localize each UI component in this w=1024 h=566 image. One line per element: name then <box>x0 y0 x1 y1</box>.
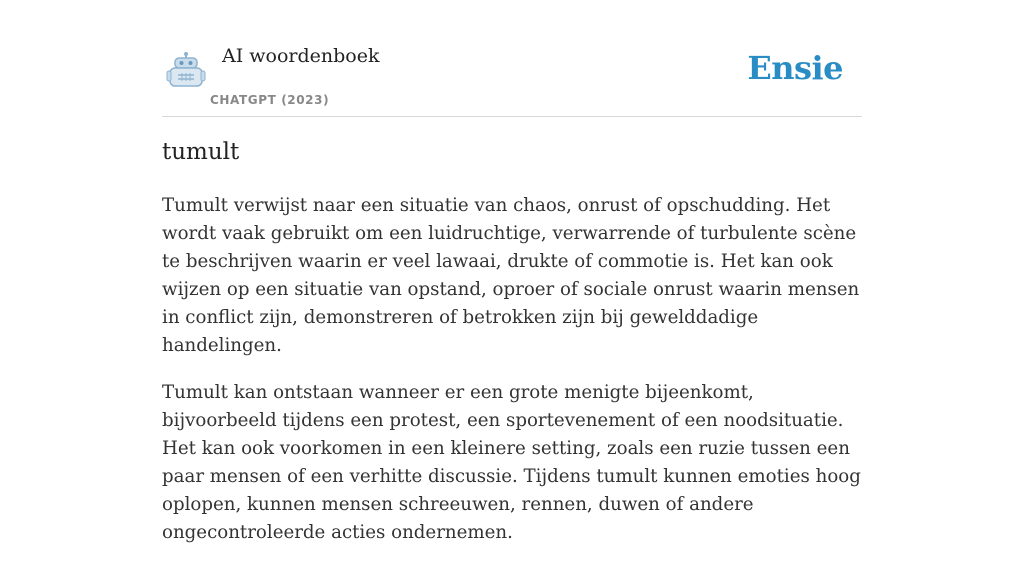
source-label: CHATGPT (2023) <box>210 93 330 107</box>
dictionary-header <box>162 38 862 117</box>
definition-paragraph: Tumult kan ontstaan wanneer er een grote menigte bijeenkomt, bijvoorbeeld tijdens een protest, een sportevenement of een noodsituatie. Het kan ook voorkomen in een kleinere setting, zoals een ruzie tussen een paar mensen of een verhitte discussie. Tijdens tumult kunnen emoties hoog oplopen, kunnen mensen schreeuwen, rennen, duwen of andere ongecontroleerde acties ondernemen. <box>162 382 861 543</box>
ensie-logo[interactable]: Ensie <box>747 49 843 87</box>
entry-term: tumult <box>162 139 240 165</box>
definition-body <box>162 192 864 566</box>
dictionary-name[interactable]: AI woordenboek <box>222 45 380 67</box>
definition-paragraph: Tumult verwijst naar een situatie van chaos, onrust of opschudding. Het wordt vaak gebruikt om een luidruchtige, verwarrende of turbulente scène te beschrijven waarin er veel lawaai, drukte of commotie is. Het kan ook wijzen op een situatie van opstand, oproer of sociale onrust waarin mensen in conflict zijn, demonstreren of betrokken zijn bij gewelddadige handelingen. <box>162 195 860 356</box>
robot-icon <box>166 52 206 88</box>
